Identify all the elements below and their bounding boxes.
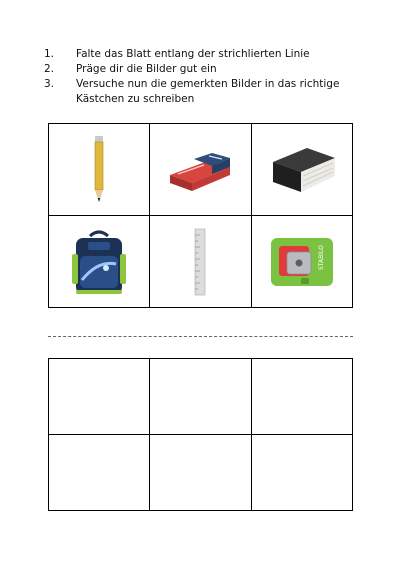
- answer-cell[interactable]: [251, 359, 352, 435]
- instruction-number: 3.: [44, 78, 55, 90]
- answer-cell[interactable]: [150, 435, 251, 511]
- answer-cell[interactable]: [49, 435, 150, 511]
- sharpener-brand-logo: STABILO: [317, 244, 325, 270]
- answer-cell[interactable]: [251, 435, 352, 511]
- picture-row: [49, 124, 353, 216]
- picture-cell: [150, 124, 251, 216]
- picture-cell: [251, 216, 352, 308]
- picture-cell: [150, 216, 251, 308]
- instruction-number: 2.: [44, 63, 55, 75]
- instruction-item: [44, 77, 364, 107]
- instruction-item: [44, 62, 364, 77]
- answer-cell[interactable]: [49, 359, 150, 435]
- pencil-sharpener-icon: [265, 232, 339, 292]
- ruler-icon: [188, 225, 212, 299]
- instruction-item: [44, 47, 364, 62]
- book-icon: [265, 142, 339, 198]
- answer-row: [49, 435, 353, 511]
- answer-cell[interactable]: [150, 359, 251, 435]
- picture-row: [49, 216, 353, 308]
- picture-grid: [48, 123, 353, 308]
- school-backpack-icon: [68, 226, 130, 298]
- answer-grid: [48, 358, 353, 511]
- picture-cell: [49, 216, 150, 308]
- fold-line: [48, 336, 353, 337]
- answer-row: [49, 359, 353, 435]
- pencil-icon: [84, 134, 114, 206]
- instruction-text: Versuche nun die gemerkten Bilder in das richtige Kästchen zu schreiben: [76, 78, 340, 105]
- instruction-text: Falte das Blatt entlang der strichlierten Linie: [76, 48, 310, 60]
- picture-cell: [251, 124, 352, 216]
- instruction-text: Präge dir die Bilder gut ein: [76, 63, 217, 75]
- eraser-icon: [164, 145, 236, 195]
- instruction-number: 1.: [44, 48, 55, 60]
- picture-cell: [49, 124, 150, 216]
- instruction-list: [44, 47, 364, 107]
